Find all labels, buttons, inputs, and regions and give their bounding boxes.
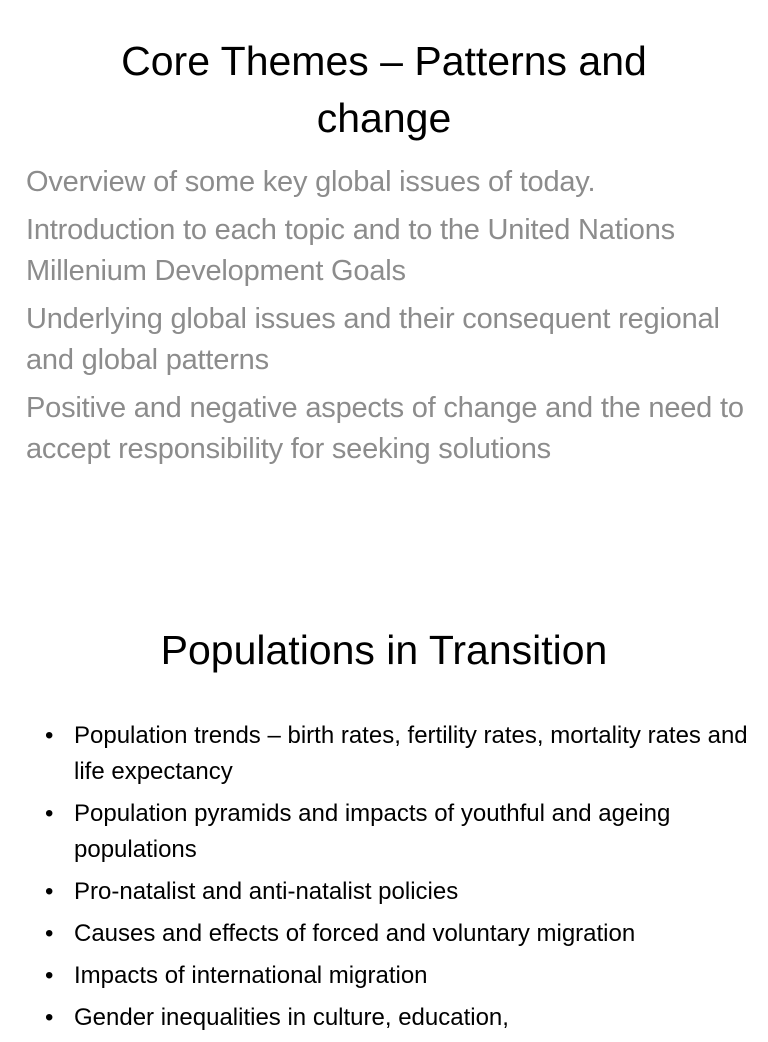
overview-item: Overview of some key global issues of today.: [26, 166, 596, 198]
bullet-icon: •: [45, 920, 54, 947]
bullet-icon: •: [45, 722, 54, 749]
bullet-icon: •: [45, 1004, 54, 1031]
title-line-2: change: [316, 95, 452, 141]
bullet-item: [0, 916, 758, 952]
bullet-icon: •: [45, 800, 54, 827]
bullet-icon: •: [45, 962, 54, 989]
overview-item: Positive and negative aspects of change and the need to accept responsibility for seeking solutions: [26, 392, 744, 465]
bullet-text: Population pyramids and impacts of youthful and ageing populations: [74, 800, 671, 863]
bullet-icon: •: [45, 878, 54, 905]
overview-item: Introduction to each topic and to the United Nations Millenium Development Goals: [26, 214, 675, 287]
slide-title: [40, 33, 728, 147]
overview-item: Underlying global issues and their consequent regional and global patterns: [26, 303, 720, 376]
bullet-item: [0, 874, 758, 910]
slide-core-themes: [0, 0, 768, 500]
bullet-item: [0, 1000, 758, 1036]
bullet-list: [0, 718, 758, 1042]
bullet-text: Gender inequalities in culture, education,: [74, 1004, 509, 1031]
slide-title: Populations in Transition: [160, 627, 608, 673]
bullet-text: Causes and effects of forced and voluntary migration: [74, 920, 636, 947]
bullet-text: Impacts of international migration: [74, 962, 428, 989]
overview-list: [26, 162, 748, 477]
bullet-text: Pro-natalist and anti-natalist policies: [74, 878, 459, 905]
bullet-item: [0, 718, 758, 790]
title-line-1: Core Themes – Patterns and: [121, 38, 647, 84]
bullet-text: Population trends – birth rates, fertility rates, mortality rates and life expectancy: [74, 722, 748, 785]
bullet-item: [0, 958, 758, 994]
slide-populations-in-transition: [0, 590, 768, 1031]
bullet-item: [0, 796, 758, 868]
